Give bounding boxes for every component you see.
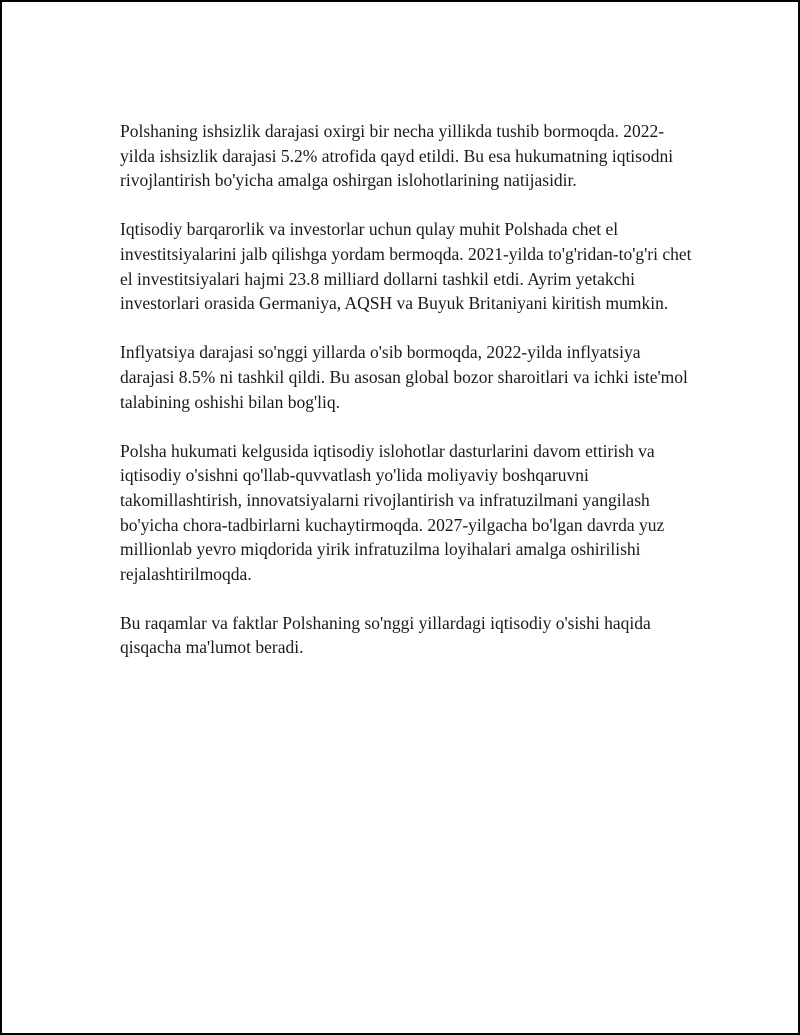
paragraph-government-reforms: Polsha hukumati kelgusida iqtisodiy islohotlar dasturlarini davom ettirish va iqtisodiy o'sishni qo'llab-quvvatlash yo'lida moliyaviy boshqaruvni takomillashtirish, innovatsiyalarni rivojlantirish va infratuzilmani yangilash bo'yicha chora-tadbirlarni kuchaytirmoqda. 2027-yilgacha bo'lgan davrda yuz millionlab yevro miqdorida yirik infratuzilma loyihalari amalga oshirilishi rejalashtirilmoqda. [120,440,665,584]
paragraph-investment: Iqtisodiy barqarorlik va investorlar uchun qulay muhit Polshada chet el investitsiyalarini jalb qilishga yordam bermoqda. 2021-yilda to'g'ridan-to'g'ri chet el investitsiyalari hajmi 23.8 milliard dollarni tashkil etdi. Ayrim yetakchi investorlari orasida Germaniya, AQSH va Buyuk Britaniyani kiritish mumkin. [120,219,692,314]
paragraph-summary: Bu raqamlar va faktlar Polshaning so'nggi yillardagi iqtisodiy o'sishi haqida qisqacha ma'lumot beradi. [120,612,651,658]
document-body [120,119,692,685]
paragraph-inflation: Inflyatsiya darajasi so'nggi yillarda o'sib bormoqda, 2022-yilda inflyatsiya darajasi 8.5% ni tashkil qildi. Bu asosan global bozor sharoitlari va ichki iste'mol talabining oshishi bilan bog'liq. [120,342,688,412]
paragraph-unemployment: Polshaning ishsizlik darajasi oxirgi bir necha yillikda tushib bormoqda. 2022-yilda ishsizlik darajasi 5.2% atrofida qayd etildi. Bu esa hukumatning iqtisodni rivojlantirish bo'yicha amalga oshirgan islohotlarining natijasidir. [120,121,674,191]
